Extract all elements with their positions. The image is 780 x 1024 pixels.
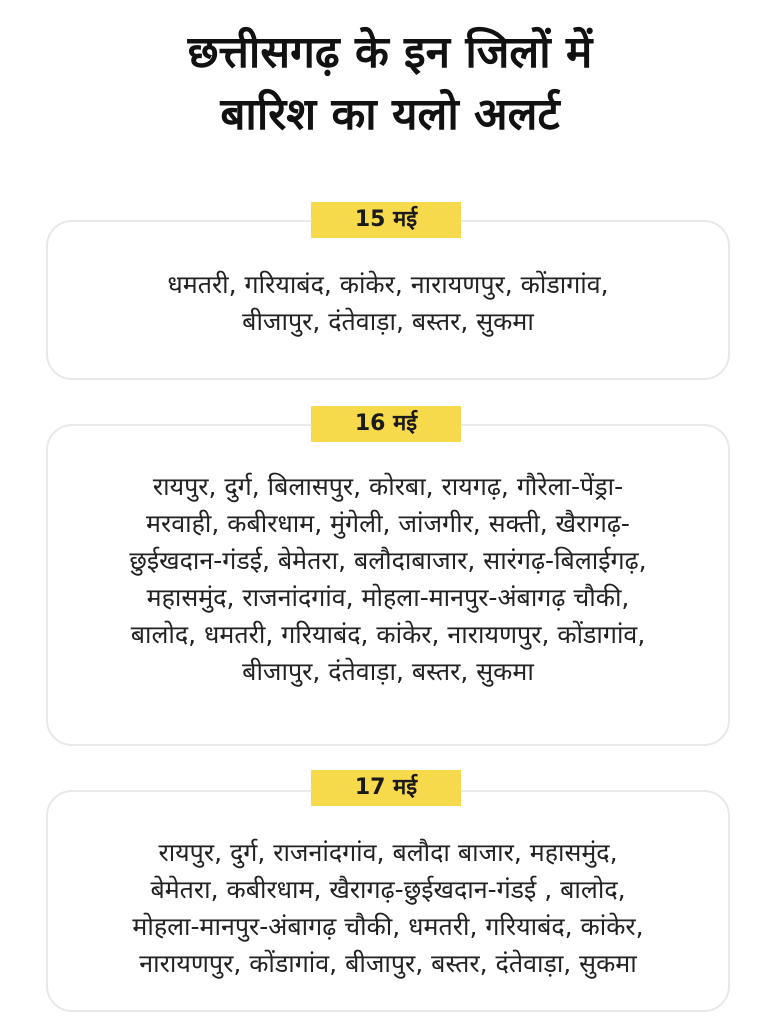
date-badge-16-may: 16 मई: [311, 406, 461, 442]
date-badge-17-may: 17 मई: [311, 770, 461, 806]
page-title: [0, 22, 780, 146]
district-line: बीजापुर, दंतेवाड़ा, बस्तर, सुकमा: [242, 307, 534, 336]
district-line: नारायणपुर, कोंडागांव, बीजापुर, बस्तर, दंतेवाड़ा, सुकमा: [139, 949, 637, 978]
district-list: [48, 266, 728, 340]
title-line-1: छत्तीसगढ़ के इन जिलों में: [187, 27, 593, 78]
district-line: धमतरी, गरियाबंद, कांकेर, नारायणपुर, कोंडागांव,: [167, 270, 609, 299]
district-line: छुईखदान-गंडई, बेमेतरा, बलौदाबाजार, सारंगढ़-बिलाईगढ़,: [129, 546, 647, 575]
title-line-2: बारिश का यलो अलर्ट: [220, 89, 560, 140]
alert-card-15-may: [46, 220, 730, 380]
district-line: महासमुंद, राजनांदगांव, मोहला-मानपुर-अंबागढ़ चौकी,: [146, 583, 630, 612]
district-line: बालोद, धमतरी, गरियाबंद, कांकेर, नारायणपुर, कोंडागांव,: [130, 620, 646, 649]
district-line: रायपुर, दुर्ग, बिलासपुर, कोरबा, रायगढ़, गौरेला-पेंड्रा-: [152, 472, 624, 501]
district-line: बेमेतरा, कबीरधाम, खैरागढ़-छुईखदान-गंडई , बालोद,: [150, 875, 626, 904]
district-line: मरवाही, कबीरधाम, मुंगेली, जांजगीर, सक्ती, खैरागढ़-: [146, 509, 630, 538]
district-list: [48, 834, 728, 982]
district-line: मोहला-मानपुर-अंबागढ़ चौकी, धमतरी, गरियाबंद, कांकेर,: [132, 912, 644, 941]
alert-card-17-may: [46, 790, 730, 1012]
district-line: बीजापुर, दंतेवाड़ा, बस्तर, सुकमा: [242, 657, 534, 686]
district-list: [48, 468, 728, 690]
date-badge-15-may: 15 मई: [311, 202, 461, 238]
alert-card-16-may: [46, 424, 730, 746]
district-line: रायपुर, दुर्ग, राजनांदगांव, बलौदा बाजार, महासमुंद,: [158, 838, 618, 867]
